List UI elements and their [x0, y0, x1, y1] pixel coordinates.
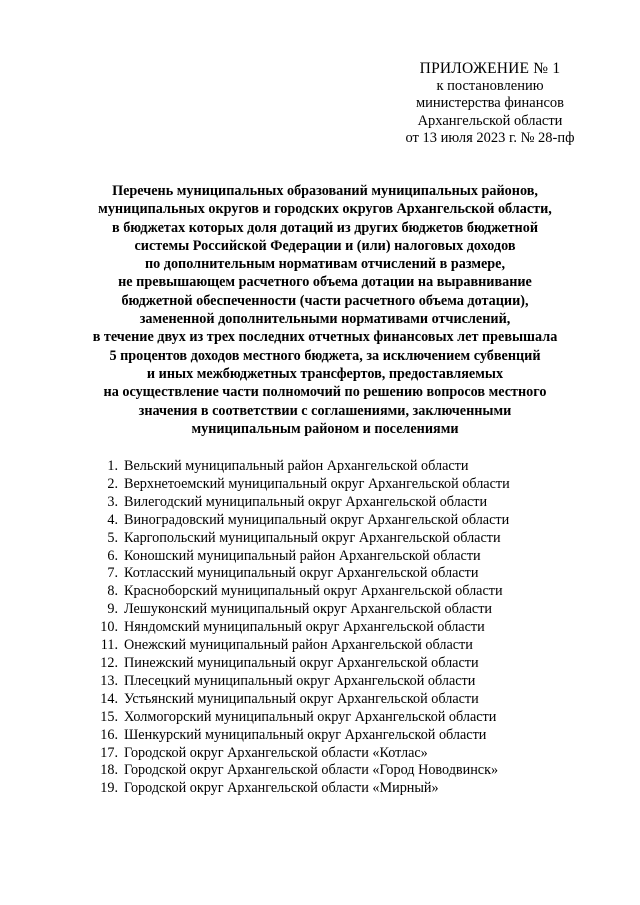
heading-line: 5 процентов доходов местного бюджета, за исключением субвенций	[109, 347, 541, 364]
item-number: 4.	[107, 511, 118, 528]
list-item	[94, 530, 614, 548]
item-name: Городской округ Архангельской области «Город Новодвинск»	[124, 762, 499, 779]
appendix-line: к постановлению	[436, 77, 544, 94]
heading-line: на осуществление части полномочий по решению вопросов местного	[103, 384, 547, 401]
item-number: 7.	[107, 565, 118, 582]
item-number: 17.	[100, 744, 118, 761]
list-item	[94, 691, 614, 709]
item-number: 19.	[100, 780, 118, 797]
list-item	[94, 601, 614, 619]
item-name: Вилегодский муниципальный округ Архангельской области	[124, 493, 488, 510]
municipality-list	[94, 458, 614, 798]
heading-line: не превышающем расчетного объема дотации на выравнивание	[118, 274, 532, 291]
item-number: 13.	[100, 672, 118, 689]
item-number: 14.	[100, 690, 118, 707]
heading-line: муниципальных округов и городских округов Архангельской области,	[98, 201, 552, 218]
heading-line: в течение двух из трех последних отчетных финансовых лет превышала	[92, 329, 558, 346]
item-number: 8.	[107, 583, 118, 600]
appendix-line: Архангельской области	[417, 112, 563, 129]
item-name: Холмогорский муниципальный округ Архангельской области	[124, 708, 497, 725]
item-number: 2.	[107, 475, 118, 492]
item-number: 18.	[100, 762, 118, 779]
heading-line: муниципальным районом и поселениями	[191, 420, 459, 437]
list-item	[94, 494, 614, 512]
list-item	[94, 655, 614, 673]
list-item	[94, 619, 614, 637]
list-item	[94, 512, 614, 530]
heading-line: по дополнительным нормативам отчислений в размере,	[144, 256, 506, 273]
item-name: Онежский муниципальный район Архангельской области	[124, 637, 473, 654]
item-number: 1.	[107, 458, 118, 474]
item-name: Няндомский муниципальный округ Архангельской области	[124, 619, 485, 636]
item-name: Каргопольский муниципальный округ Архангельской области	[124, 529, 501, 546]
list-item	[94, 709, 614, 727]
appendix-date-line: от 13 июля 2023 г. № 28-пф	[405, 130, 575, 147]
heading-line: Перечень муниципальных образований муниципальных районов,	[112, 183, 538, 199]
list-item	[94, 583, 614, 601]
item-name: Вельский муниципальный район Архангельской области	[124, 458, 469, 474]
appendix-block	[384, 60, 596, 148]
list-item	[94, 565, 614, 583]
heading-line: системы Российской Федерации и (или) налоговых доходов	[134, 237, 516, 254]
list-item	[94, 727, 614, 745]
list-item	[94, 673, 614, 691]
item-number: 5.	[107, 529, 118, 546]
item-name: Котласский муниципальный округ Архангельской области	[124, 565, 479, 582]
item-name: Городской округ Архангельской области «Котлас»	[124, 744, 428, 761]
heading-line: бюджетной обеспеченности (части расчетного объема дотации),	[121, 292, 529, 309]
item-number: 12.	[100, 654, 118, 671]
item-name: Виноградовский муниципальный округ Архангельской области	[124, 511, 510, 528]
item-name: Устьянский муниципальный округ Архангельской области	[124, 690, 479, 707]
item-number: 6.	[107, 547, 118, 564]
item-name: Коношский муниципальный район Архангельской области	[124, 547, 481, 564]
document-heading	[60, 182, 590, 438]
item-name: Плесецкий муниципальный округ Архангельской области	[124, 672, 476, 689]
list-item	[94, 458, 614, 476]
item-name: Верхнетоемский муниципальный округ Архангельской области	[124, 475, 510, 492]
heading-line: в бюджетах которых доля дотаций из других бюджетов бюджетной	[111, 219, 538, 236]
item-number: 9.	[107, 601, 118, 618]
heading-line: значения в соответствии с соглашениями, заключенными	[138, 402, 512, 419]
heading-line: и иных межбюджетных трансфертов, предоставляемых	[146, 365, 504, 382]
list-item	[94, 476, 614, 494]
item-name: Городской округ Архангельской области «Мирный»	[124, 780, 439, 797]
list-item	[94, 745, 614, 763]
list-item	[94, 637, 614, 655]
item-name: Красноборский муниципальный округ Архангельской области	[124, 583, 503, 600]
item-name: Пинежский муниципальный округ Архангельской области	[124, 654, 479, 671]
heading-line: замененной дополнительными нормативами отчислений,	[139, 311, 511, 328]
list-item	[94, 762, 614, 780]
item-number: 10.	[100, 619, 118, 636]
list-item	[94, 548, 614, 566]
item-number: 15.	[100, 708, 118, 725]
appendix-line: министерства финансов	[415, 95, 565, 112]
item-number: 3.	[107, 493, 118, 510]
item-number: 16.	[100, 726, 118, 743]
item-name: Лешуконский муниципальный округ Архангельской области	[124, 601, 492, 618]
appendix-title: ПРИЛОЖЕНИЕ № 1	[419, 60, 561, 77]
list-item	[94, 780, 614, 798]
item-name: Шенкурский муниципальный округ Архангельской области	[124, 726, 487, 743]
item-number: 11.	[100, 637, 118, 654]
